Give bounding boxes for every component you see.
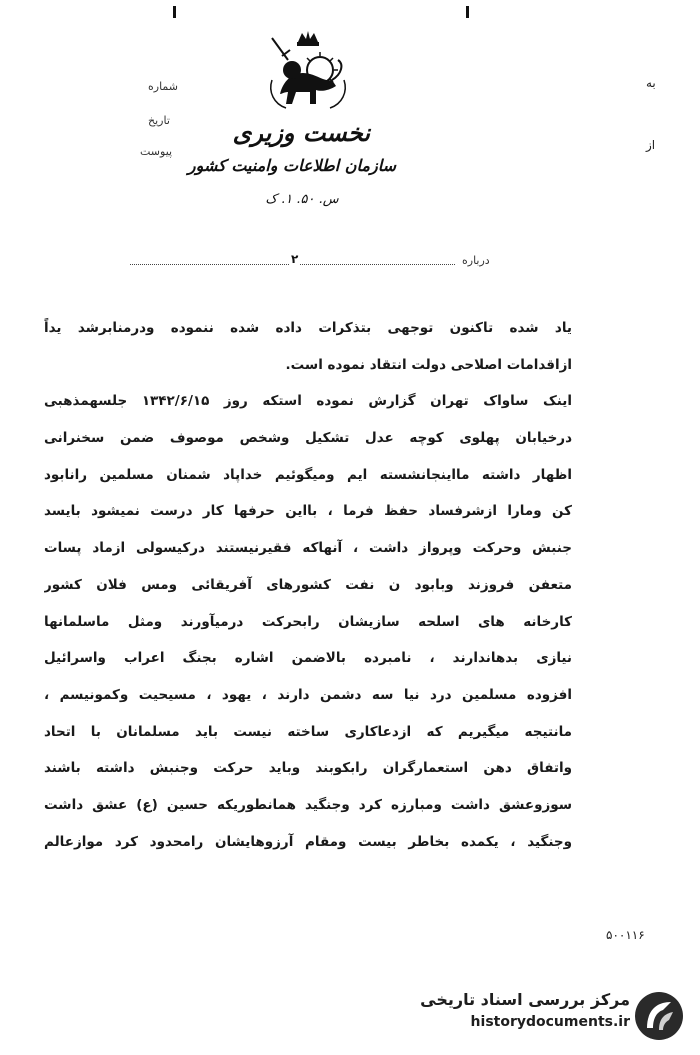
body-line: افزوده مسلمین درد نیا سه دشمن دارند ، یهود ، مسیحیت وکمونیسم ، <box>44 686 572 703</box>
body-line: وجنگید ، یکمده بخاطر بیست ومقام آرزوهایشان رامحدود کرد موازعالم <box>44 833 572 850</box>
body-line: نیازی بدهاندارند ، نامبرده بالاضمن اشاره بجنگ اعراب واسرائیل <box>44 650 572 667</box>
punch-hole-mark <box>173 6 176 18</box>
to-field-label: به <box>646 76 656 90</box>
body-line: مانتیجه میگیریم که ازدعاکاری ساخته نیست باید مسلمانان با اتحاد <box>44 723 572 740</box>
body-line: درخیابان پهلوی کوچه عدل تشکیل وشخص موصوف ضمن سخنرانی <box>44 430 572 447</box>
number-label: شماره <box>148 80 179 93</box>
document-number: ۵۰۰۱۱۶ <box>606 928 645 942</box>
organization-subtitle: سازمان اطلاعات وامنیت کشور <box>187 156 396 175</box>
body-line: اظهار داشته مااینجانشسته ایم ومیگوئیم خداپاد شمنان مسلمین رانابود <box>44 466 572 483</box>
organization-name: نخست وزیری <box>232 118 370 147</box>
date-label: تاریخ <box>148 114 170 127</box>
punch-hole-mark <box>466 6 469 18</box>
attachment-label: پیوست <box>140 145 173 158</box>
body-line: کارخانه های اسلحه سازیشان رابحرکت درمیآورند ومثل ماسلمانها <box>44 613 572 630</box>
body-line: واتفاق دهن استعمارگران رابکوبند وباید حرکت وجنبش داشته باشند <box>44 760 572 777</box>
body-line: کن ومارا ازشرفساد حفظ فرما ، بااین حرفها کار درست نمیشود بایسد <box>44 503 572 520</box>
body-line: ازاقدامات اصلاحی دولت انتقاد نموده است. <box>285 356 572 373</box>
letter-body <box>44 314 572 864</box>
reference-code: س. ۵۰. ۱. ک <box>265 192 339 207</box>
watermark <box>405 990 695 1042</box>
subject-label: درباره <box>462 254 490 267</box>
body-line: متعفن فروزند وبابود ن نفت کشورهای آفریقائی ومس فلان کشور <box>44 576 572 593</box>
body-line: سوزوعشق داشت ومبارزه کرد وجنگید همانطوریکه حسین (ع) عشق داشت <box>44 796 572 813</box>
from-field-label: از <box>646 138 656 152</box>
watermark-title: مرکز بررسی اسناد تاریخی <box>420 990 630 1009</box>
body-line: یاد شده تاکنون توجهی بتذکرات داده شده ننموده ودرمنابرشد یداً <box>44 320 572 336</box>
lion-and-sun-emblem-icon <box>262 30 354 112</box>
body-line: اینک ساواک تهران گزارش نموده استکه روز ۱۳۴۲/۶/۱۵ جلسهمذهبی <box>44 393 572 410</box>
subject-mark: ۲ <box>291 252 299 266</box>
body-line: جنبش وحرکت وپرواز داشت ، آنهاکه فقیرنیستند درکیسولی ازماد پسات <box>44 540 572 557</box>
watermark-url: historydocuments.ir <box>470 1014 630 1030</box>
archive-logo-icon <box>633 990 685 1042</box>
